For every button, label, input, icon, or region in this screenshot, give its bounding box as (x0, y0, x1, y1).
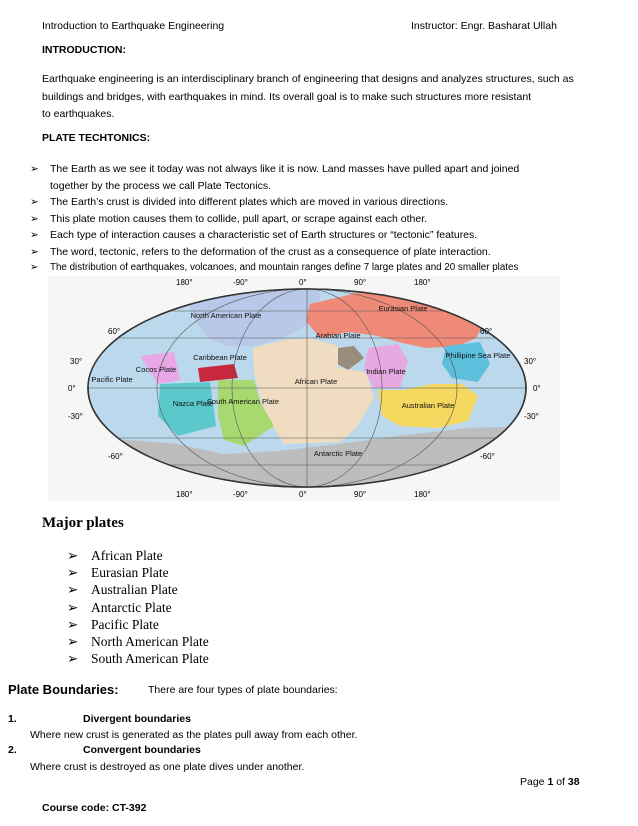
list-item (67, 633, 209, 650)
page-total: 38 (567, 776, 580, 788)
lon-label: 180° (414, 490, 431, 499)
major-plates-heading: Major plates (42, 515, 124, 531)
major-plate-name: North American Plate (91, 634, 209, 650)
intro-line: buildings and bridges, with earthquakes in mind. Its overall goal is to make such structures more resistant (42, 90, 532, 103)
plate-indian (364, 344, 408, 388)
lat-label: 30° (524, 357, 537, 366)
arrow-bullet-icon: ➢ (67, 599, 79, 615)
boundaries-intro: There are four types of plate boundaries: (148, 684, 338, 696)
major-plate-name: Antarctic Plate (91, 599, 172, 615)
tectonics-bullet (30, 194, 615, 211)
lon-label: 0° (299, 490, 307, 499)
lat-label: 60° (108, 327, 121, 336)
arrow-bullet-icon: ➢ (30, 212, 39, 225)
boundary-description: Where new crust is generated as the plates pull away from each other. (30, 729, 358, 741)
plate-label-pacific: Pacific Plate (91, 375, 133, 384)
list-item (67, 547, 209, 564)
intro-line: to earthquakes. (42, 108, 115, 120)
arrow-bullet-icon: ➢ (30, 163, 39, 175)
page-current: 1 (547, 776, 554, 788)
tectonics-heading: PLATE TECHTONICS: (42, 132, 151, 144)
boundary-title: Divergent boundaries (83, 713, 191, 725)
lon-label: 0° (299, 278, 307, 287)
list-item (67, 650, 209, 667)
page-of: of (553, 776, 568, 788)
bullet-text: This plate motion causes them to collide, pull apart, or scrape against each other. (50, 212, 428, 225)
intro-paragraph (42, 71, 602, 124)
intro-line: Earthquake engineering is an interdisciplinary branch of engineering that designs and analyzes structures, such as (42, 73, 574, 85)
lat-label: -30° (68, 412, 83, 421)
arrow-bullet-icon: ➢ (30, 245, 39, 258)
boundaries-heading: Plate Boundaries: (8, 682, 119, 697)
course-code: Course code: CT-392 (42, 802, 147, 814)
bullet-text: Each type of interaction causes a characteristic set of Earth structures or “tectonic” features. (50, 229, 478, 241)
tectonics-bullet (30, 244, 615, 261)
plate-map (48, 276, 560, 501)
plate-label-antarctic: Antarctic Plate (313, 449, 363, 458)
lat-label: -60° (108, 452, 123, 461)
plate-label-indian: Indian Plate (366, 367, 406, 376)
major-plate-name: South American Plate (91, 651, 209, 667)
boundary-number: 1. (8, 713, 17, 725)
lat-label: 0° (68, 384, 76, 393)
page-number (520, 776, 580, 788)
arrow-bullet-icon: ➢ (30, 229, 39, 241)
arrow-bullet-icon: ➢ (67, 565, 79, 581)
plate-label-cocos: Cocos Plate (135, 365, 177, 374)
bullet-text: The Earth’s crust is divided into different plates which are moved in various directions. (50, 196, 449, 208)
intro-heading: INTRODUCTION: (42, 44, 126, 56)
plate-label-philippine: Phillipine Sea Plate (445, 351, 511, 360)
boundary-description: Where crust is destroyed as one plate dives under another. (30, 761, 305, 773)
plate-label-arabian: Arabian Plate (315, 331, 361, 340)
tectonics-bullet (30, 227, 615, 244)
plate-label-australian: Australian Plate (401, 401, 455, 410)
major-plate-name: Eurasian Plate (91, 565, 169, 581)
lat-label: -30° (524, 412, 539, 421)
arrow-bullet-icon: ➢ (67, 548, 79, 563)
plate-label-eurasian: Eurasian Plate (378, 304, 428, 313)
lon-label: 90° (354, 490, 367, 499)
header-instructor: Instructor: Engr. Basharat Ullah (411, 20, 557, 32)
major-plates-list (67, 547, 209, 667)
lon-label: -90° (233, 490, 248, 499)
arrow-bullet-icon: ➢ (67, 582, 79, 598)
bullet-text: The Earth as we see it today was not always like it is now. Land masses have pulled apart and joined (50, 163, 520, 175)
major-plate-name: African Plate (91, 548, 163, 563)
major-plate-name: Pacific Plate (91, 616, 159, 632)
lon-label: 180° (176, 278, 193, 287)
arrow-bullet-icon: ➢ (67, 616, 79, 632)
tectonics-bullet (30, 161, 615, 194)
list-item (67, 581, 209, 598)
tectonics-bullet-list (30, 161, 615, 277)
arrow-bullet-icon: ➢ (30, 262, 39, 273)
boundary-number: 2. (8, 744, 17, 756)
plate-label-african: African Plate (294, 377, 338, 386)
arrow-bullet-icon: ➢ (67, 651, 79, 667)
bullet-text: The distribution of earthquakes, volcanoes, and mountain ranges define 7 large plates and 20 smaller plates (50, 262, 519, 273)
header-title: Introduction to Earthquake Engineering (42, 20, 225, 32)
tectonics-bullet (30, 211, 615, 228)
boundary-title: Convergent boundaries (83, 744, 201, 756)
lat-label: 60° (480, 327, 493, 336)
lon-label: 90° (354, 278, 367, 287)
plate-label-caribbean: Caribbean Plate (193, 353, 247, 362)
lon-label: -90° (233, 278, 248, 287)
plate-label-north-american: North American Plate (190, 311, 262, 320)
tectonics-bullet (30, 260, 615, 277)
list-item (67, 599, 209, 616)
bullet-text: The word, tectonic, refers to the deformation of the crust as a consequence of plate interaction. (50, 245, 491, 258)
plate-label-nazca: Nazca Plate (172, 399, 214, 408)
arrow-bullet-icon: ➢ (67, 634, 79, 650)
lon-label: 180° (414, 278, 431, 287)
bullet-text: together by the process we call Plate Tectonics. (50, 179, 272, 192)
major-plate-name: Australian Plate (91, 582, 178, 598)
page-prefix: Page (520, 776, 548, 788)
lat-label: -60° (480, 452, 495, 461)
lon-label: 180° (176, 490, 193, 499)
list-item (67, 564, 209, 581)
plate-label-south-american: South American Plate (206, 397, 280, 406)
arrow-bullet-icon: ➢ (30, 196, 39, 208)
lat-label: 30° (70, 357, 83, 366)
lat-label: 0° (533, 384, 541, 393)
list-item (67, 616, 209, 633)
